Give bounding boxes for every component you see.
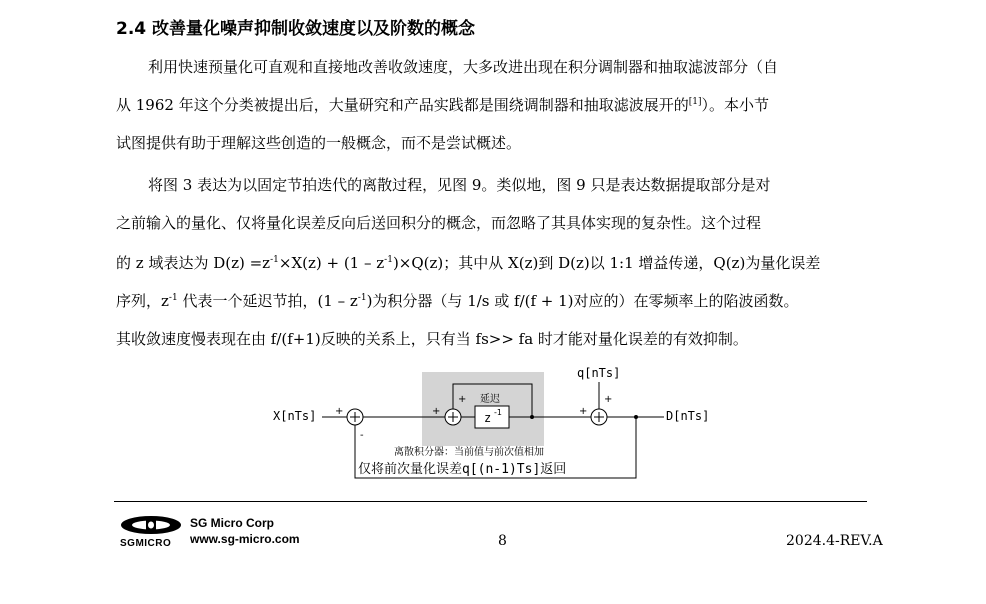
- minus-sign: -: [360, 430, 364, 441]
- paragraph-line: 的 z 域表达为 $D(z) =z^{-1}\times X(z) + (1 - z^{-1})\times Q(z)$；其中从 X(z)到 D(z)以 1:1 增益传递，Q(z)为量化误差: [116, 254, 821, 272]
- feedback-caption: 仅将前次量化误差q[(n-1)Ts]返回: [358, 462, 567, 477]
- delay-block: [475, 406, 509, 428]
- page-number: 8: [498, 533, 507, 549]
- plus-sign: +: [458, 394, 467, 405]
- output-label: D[nTs]: [666, 409, 710, 423]
- delay-block-label: z: [484, 411, 492, 425]
- paragraph-line: 从 1962 年这个分类被提出后，大量研究和产品实践都是围绕调制器和抽取滤波展开的[1]）。本小节: [116, 96, 769, 114]
- input-label: X[nTs]: [273, 409, 317, 423]
- brand-wordmark: SGMICRO: [120, 538, 172, 549]
- plus-sign: +: [335, 406, 344, 417]
- plus-sign: +: [579, 406, 588, 417]
- paragraph-line: 将图 3 表达为以固定节拍迭代的离散过程，见图 9。类似地，图 9 只是表达数据提取部分是对: [148, 176, 771, 194]
- delay-block-sup: -1: [494, 408, 502, 417]
- block-diagram: [270, 360, 730, 488]
- plus-sign: +: [432, 406, 441, 417]
- footer-rule: [114, 501, 867, 502]
- plus-sign: +: [604, 394, 613, 405]
- section-heading: 2.4 改善量化噪声抑制收敛速度以及阶数的概念: [116, 19, 476, 39]
- paragraph-line: 其收敛速度慢表现在由 f/(f+1)反映的关系上，只有当 fs>> fa 时才能对量化误差的有效抑制。: [116, 330, 748, 348]
- reference-marker: [1]: [688, 97, 702, 107]
- company-name: SG Micro Corp: [190, 516, 275, 530]
- paragraph-line: 之前输入的量化、仅将量化误差反向后送回积分的概念，而忽略了其具体实现的复杂性。这个过程: [116, 214, 762, 232]
- paragraph-line: 序列，$z^{-1}$ 代表一个延迟节拍，$(1 - z^{-1})$为积分器（与 1/s 或 f/(f + 1)对应的）在零频率上的陷波函数。: [116, 292, 799, 310]
- sgmicro-logo-icon: [118, 514, 184, 538]
- integrator-caption: 离散积分器：当前值与前次值相加: [394, 447, 544, 458]
- delay-label: 延迟: [480, 394, 500, 405]
- paragraph-line: 试图提供有助于理解这些创造的一般概念，而不是尝试概述。: [116, 134, 522, 152]
- revision: 2024.4-REV.A: [786, 533, 883, 549]
- company-website[interactable]: www.sg-micro.com: [190, 532, 300, 546]
- q-input-label: q[nTs]: [577, 366, 621, 380]
- paragraph-line: 利用快速预量化可直观和直接地改善收敛速度，大多改进出现在积分调制器和抽取滤波部分（自: [148, 58, 779, 76]
